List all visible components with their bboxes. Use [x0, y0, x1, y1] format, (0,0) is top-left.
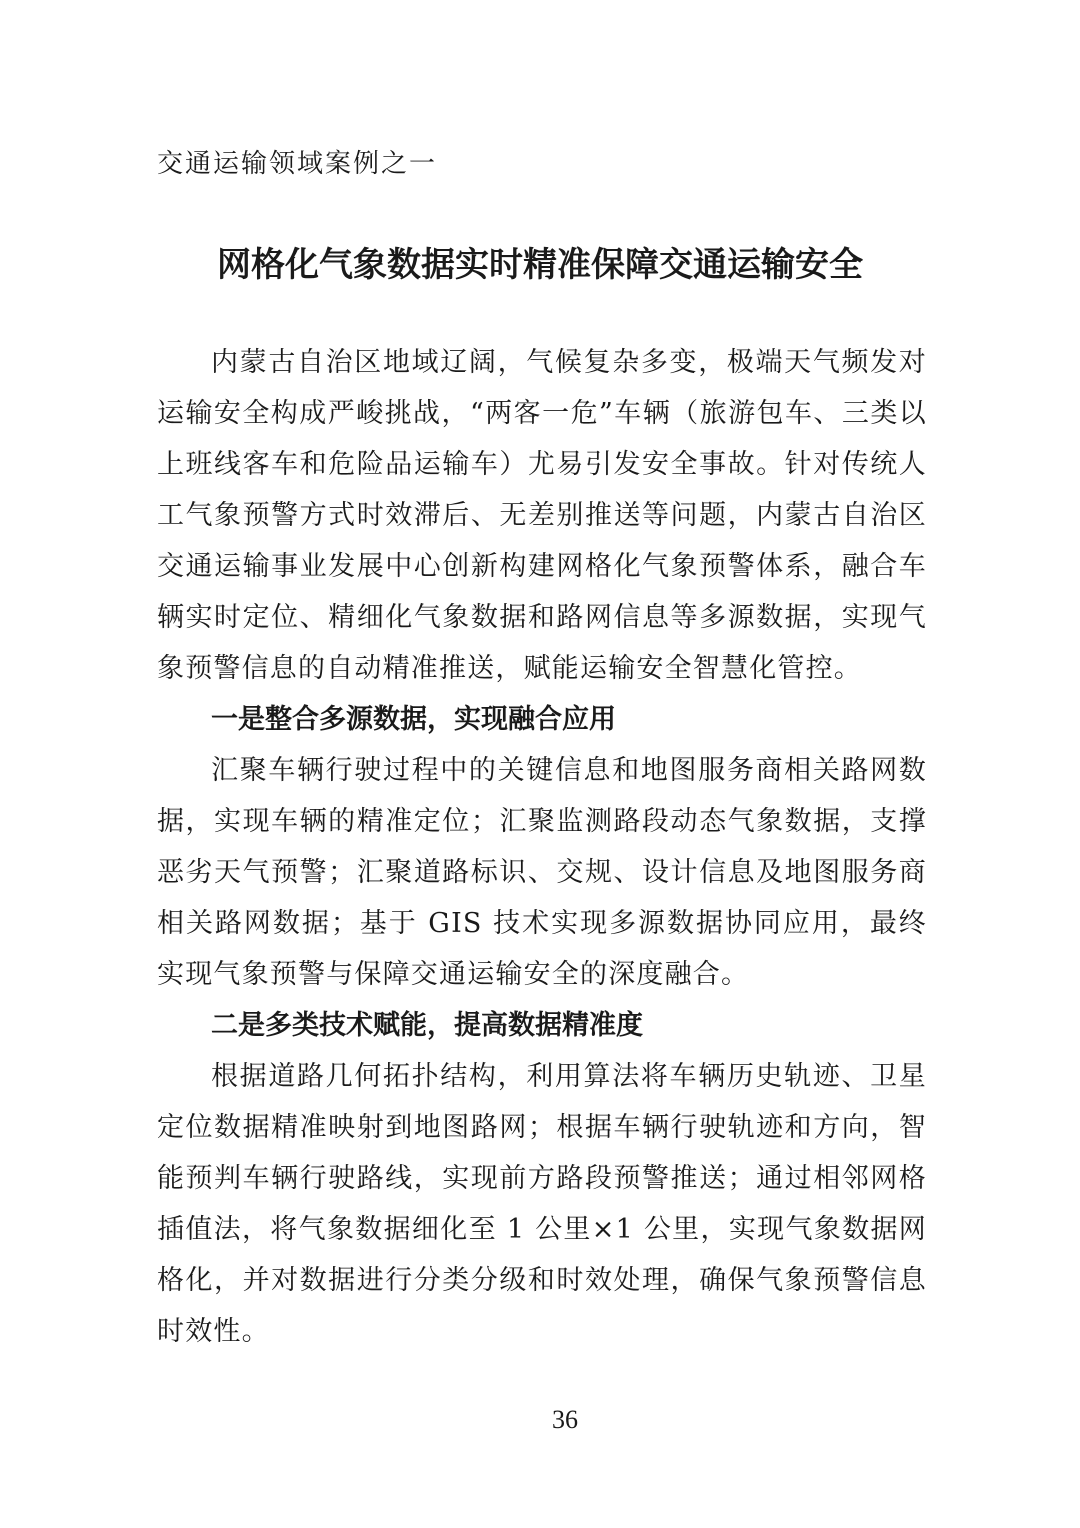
paragraph-intro: 内蒙古自治区地域辽阔，气候复杂多变，极端天气频发对运输安全构成严峻挑战，“两客一危”车辆（旅游包车、三类以上班线客车和危险品运输车）尤易引发安全事故。针对传统人工气象预警方式时效滞后、无差别推送等问题，内蒙古自治区交通运输事业发展中心创新构建网格化气象预警体系，融合车辆实时定位、精细化气象数据和路网信息等多源数据，实现气象预警信息的自动精准推送，赋能运输安全智慧化管控。: [157, 347, 927, 684]
paragraph-section-2: 根据道路几何拓扑结构，利用算法将车辆历史轨迹、卫星定位数据精准映射到地图路网；根据车辆行驶轨迹和方向，智能预判车辆行驶路线，实现前方路段预警推送；通过相邻网格插值法，将气象数据细化至 1 公里×1 公里，实现气象数据网格化，并对数据进行分类分级和时效处理，确保气象预警信息时效性。: [157, 1061, 927, 1347]
paragraph-section-1: 汇聚车辆行驶过程中的关键信息和地图服务商相关路网数据，实现车辆的精准定位；汇聚监测路段动态气象数据，支撑恶劣天气预警；汇聚道路标识、交规、设计信息及地图服务商相关路网数据；基于 GIS 技术实现多源数据协同应用，最终实现气象预警与保障交通运输安全的深度融合。: [157, 755, 927, 990]
series-label: 交通运输领域案例之一: [157, 149, 438, 179]
section-heading-2: 二是多类技术赋能，提高数据精准度: [211, 1010, 643, 1041]
document-title: 网格化气象数据实时精准保障交通运输安全: [217, 245, 863, 285]
section-heading-1: 一是整合多源数据，实现融合应用: [211, 704, 616, 735]
page-number: 36: [552, 1405, 578, 1434]
document-body: [157, 337, 927, 1357]
